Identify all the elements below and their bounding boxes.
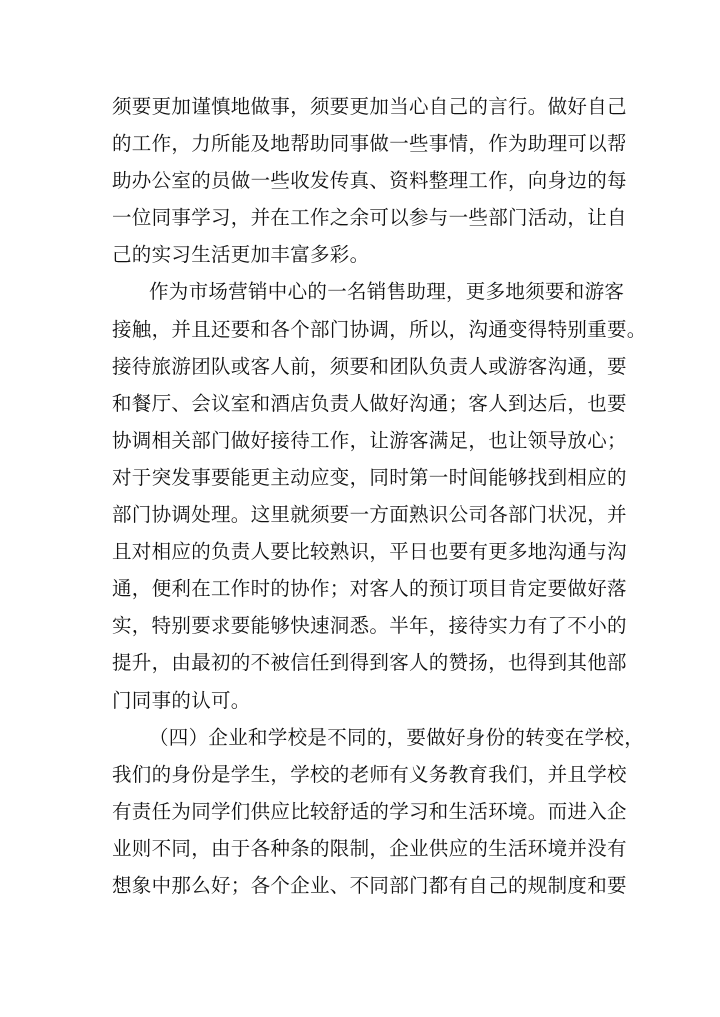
paragraph-3-line-4: 业则不同，由于各种条的限制，企业供应的生活环境并没有	[112, 836, 627, 860]
paragraph-2-line-2: 接触，并且还要和各个部门协调，所以，沟通变得特别重要。	[112, 317, 647, 341]
paragraph-1-line-4: 一位同事学习，并在工作之余可以参与一些部门活动，让自	[112, 206, 627, 230]
paragraph-3-line-3: 有责任为同学们供应比较舒适的学习和生活环境。而进入企	[112, 799, 627, 823]
paragraph-1-line-2: 的工作，力所能及地帮助同事做一些事情，作为助理可以帮	[112, 132, 627, 156]
paragraph-2-line-6: 对于突发事要能更主动应变，同时第一时间能够找到相应的	[112, 465, 627, 489]
paragraph-2-line-5: 协调相关部门做好接待工作，让游客满足，也让领导放心；	[112, 428, 627, 452]
paragraph-1-line-5: 己的实习生活更加丰富多彩。	[112, 243, 370, 267]
paragraph-3-line-2: 我们的身份是学生，学校的老师有义务教育我们，并且学校	[112, 762, 627, 786]
paragraph-2-line-1: 作为市场营销中心的一名销售助理，更多地须要和游客	[149, 280, 625, 304]
paragraph-2-line-12: 门同事的认可。	[112, 688, 251, 712]
paragraph-2-line-7: 部门协调处理。这里就须要一方面熟识公司各部门状况，并	[112, 503, 627, 527]
paragraph-2-line-10: 实，特别要求要能够快速洞悉。半年，接待实力有了不小的	[112, 614, 627, 638]
paragraph-2-line-3: 接待旅游团队或客人前，须要和团队负责人或游客沟通，要	[112, 354, 627, 378]
paragraph-2-line-11: 提升，由最初的不被信任到得到客人的赞扬，也得到其他部	[112, 651, 627, 675]
paragraph-1-line-1: 须要更加谨慎地做事，须要更加当心自己的言行。做好自己	[112, 95, 627, 118]
paragraph-3-line-1: （四）企业和学校是不同的，要做好身份的转变在学校，	[149, 725, 645, 749]
document-body	[112, 88, 647, 904]
paragraph-2-line-4: 和餐厅、会议室和酒店负责人做好沟通；客人到达后，也要	[112, 391, 627, 415]
paragraph-3-line-5: 想象中那么好；各个企业、不同部门都有自己的规制度和要	[112, 873, 627, 897]
paragraph-1-line-3: 助办公室的员做一些收发传真、资料整理工作，向身边的每	[112, 169, 627, 193]
paragraph-2-line-8: 且对相应的负责人要比较熟识，平日也要有更多地沟通与沟	[112, 540, 627, 564]
paragraph-2-line-9: 通，便利在工作时的协作；对客人的预订项目肯定要做好落	[112, 577, 627, 601]
